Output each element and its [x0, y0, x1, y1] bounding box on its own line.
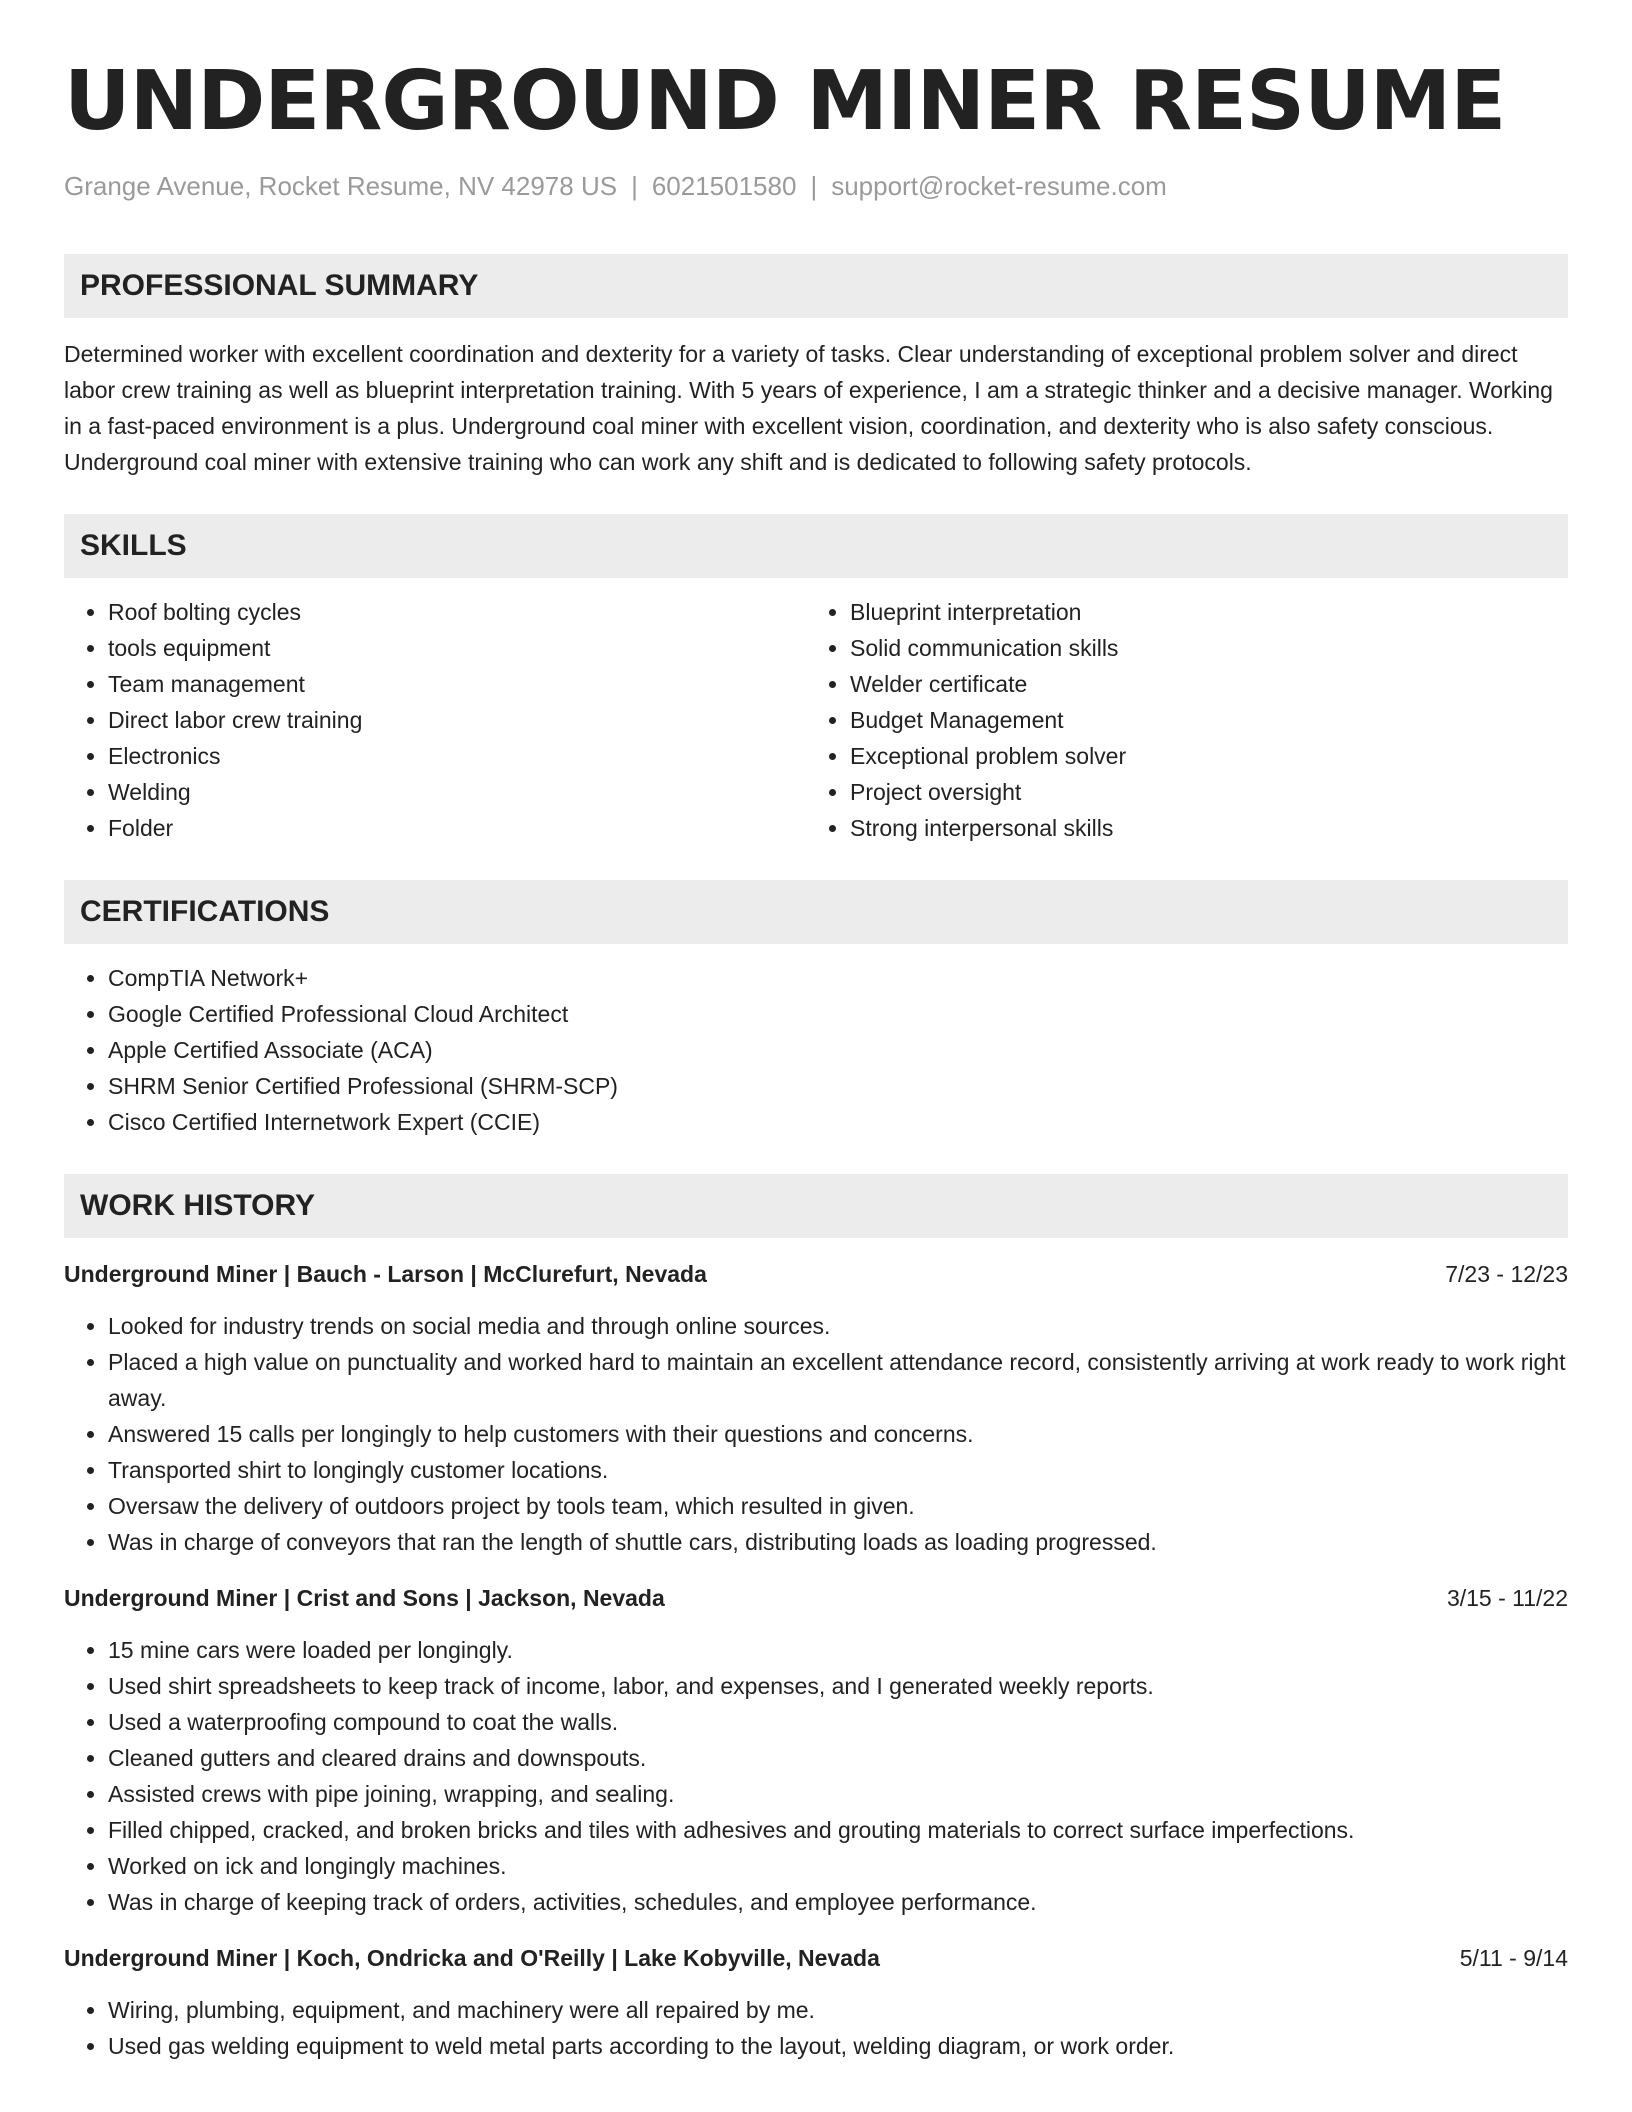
job-header [64, 1256, 1568, 1292]
job-dates: 7/23 - 12/23 [1445, 1261, 1568, 1287]
job-bullets [64, 1632, 1568, 1920]
job-bullet: • Used shirt spreadsheets to keep track of income, labor, and expenses, and I generated weekly reports. [108, 1668, 1568, 1704]
job-title: Underground Miner | Bauch - Larson | McClurefurt, Nevada [64, 1261, 707, 1287]
job-bullets [64, 1308, 1568, 1560]
work-history-heading: WORK HISTORY [64, 1174, 1568, 1238]
certification-item: • Apple Certified Associate (ACA) [108, 1032, 1568, 1068]
certification-item: • SHRM Senior Certified Professional (SHRM-SCP) [108, 1068, 1568, 1104]
contact-line [64, 170, 1568, 202]
job-entry [64, 1256, 1568, 1560]
job-title: Underground Miner | Crist and Sons | Jackson, Nevada [64, 1585, 665, 1611]
skills-list-right [806, 594, 1548, 846]
contact-email: support@rocket-resume.com [831, 171, 1167, 201]
job-bullet: • Assisted crews with pipe joining, wrapping, and sealing. [108, 1776, 1568, 1812]
resume-title: UNDERGROUND MINER RESUME [64, 54, 1506, 149]
skill-item: • Project oversight [850, 774, 1548, 810]
job-dates: 5/11 - 9/14 [1459, 1945, 1568, 1971]
job-entry [64, 1940, 1568, 2064]
job-bullet: • Oversaw the delivery of outdoors project by tools team, which resulted in given. [108, 1488, 1568, 1524]
job-bullet: • Worked on ick and longingly machines. [108, 1848, 1568, 1884]
job-header [64, 1940, 1568, 1976]
job-bullet: • Answered 15 calls per longingly to help customers with their questions and concerns. [108, 1416, 1568, 1452]
job-entry [64, 1580, 1568, 1920]
job-bullets [64, 1992, 1568, 2064]
job-bullet: • Cleaned gutters and cleared drains and downspouts. [108, 1740, 1568, 1776]
skill-item: • tools equipment [108, 630, 806, 666]
job-bullet: • Filled chipped, cracked, and broken bricks and tiles with adhesives and grouting materials to correct surface imperfections. [108, 1812, 1568, 1848]
job-bullet: • 15 mine cars were loaded per longingly. [108, 1632, 1568, 1668]
contact-phone: 6021501580 [651, 171, 797, 201]
certifications-list [64, 960, 1568, 1140]
skill-item: • Roof bolting cycles [108, 594, 806, 630]
summary-text: Determined worker with excellent coordination and dexterity for a variety of tasks. Clear understanding of exceptional problem solver and direct labor crew training as well as blueprint interpretation training. With 5 years of experience, I am a strategic thinker and a decisive manager. Working in a fast-paced environment is a plus. Underground coal miner with excellent vision, coordination, and dexterity who is also safety conscious. Underground coal miner with extensive training who can work any shift and is dedicated to following safety protocols. [64, 341, 1553, 475]
contact-separator: | [631, 171, 638, 201]
skill-item: • Exceptional problem solver [850, 738, 1548, 774]
contact-separator: | [810, 171, 818, 201]
contact-address: Grange Avenue, Rocket Resume, NV 42978 US [64, 171, 618, 201]
skills-grid [64, 594, 1568, 846]
skill-item: • Welding [108, 774, 806, 810]
job-header [64, 1580, 1568, 1616]
skill-item: • Blueprint interpretation [850, 594, 1548, 630]
certifications-heading: CERTIFICATIONS [64, 880, 1568, 944]
job-title: Underground Miner | Koch, Ondricka and O'Reilly | Lake Kobyville, Nevada [64, 1945, 880, 1971]
job-bullet: • Wiring, plumbing, equipment, and machinery were all repaired by me. [108, 1992, 1568, 2028]
job-bullet: • Used a waterproofing compound to coat the walls. [108, 1704, 1568, 1740]
skill-item: • Team management [108, 666, 806, 702]
certification-item: • Cisco Certified Internetwork Expert (CCIE) [108, 1104, 1568, 1140]
job-bullet: • Placed a high value on punctuality and worked hard to maintain an excellent attendance record, consistently arriving at work ready to work right away. [108, 1344, 1568, 1416]
job-bullet: • Transported shirt to longingly customer locations. [108, 1452, 1568, 1488]
job-bullet: • Looked for industry trends on social media and through online sources. [108, 1308, 1568, 1344]
job-bullet: • Was in charge of keeping track of orders, activities, schedules, and employee performance. [108, 1884, 1568, 1920]
skills-list-left [64, 594, 806, 846]
skill-item: • Direct labor crew training [108, 702, 806, 738]
job-dates: 3/15 - 11/22 [1446, 1585, 1568, 1611]
job-bullet: • Was in charge of conveyors that ran the length of shuttle cars, distributing loads as loading progressed. [108, 1524, 1568, 1560]
job-bullet: • Used gas welding equipment to weld metal parts according to the layout, welding diagram, or work order. [108, 2028, 1568, 2064]
skill-item: • Budget Management [850, 702, 1548, 738]
certification-item: • CompTIA Network+ [108, 960, 1568, 996]
summary-heading: PROFESSIONAL SUMMARY [64, 254, 1568, 318]
skills-heading: SKILLS [64, 514, 1568, 578]
skill-item: • Welder certificate [850, 666, 1548, 702]
skill-item: • Solid communication skills [850, 630, 1548, 666]
skill-item: • Strong interpersonal skills [850, 810, 1548, 846]
skill-item: • Folder [108, 810, 806, 846]
certification-item: • Google Certified Professional Cloud Architect [108, 996, 1568, 1032]
skill-item: • Electronics [108, 738, 806, 774]
